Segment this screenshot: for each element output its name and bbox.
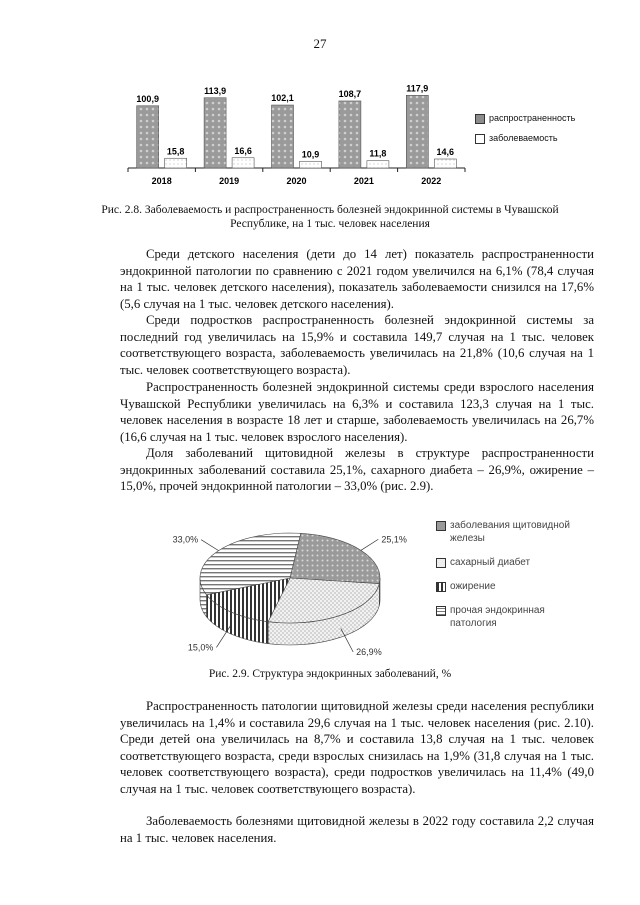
legend-swatch-incidence <box>475 134 485 144</box>
legend-swatch-diabetes <box>436 558 446 568</box>
page-number: 27 <box>313 36 327 51</box>
figure-2-9-caption: Рис. 2.9. Структура эндокринных заболеваний, % <box>208 668 452 680</box>
data-label-incidence-2018: 15,8 <box>166 146 185 157</box>
bar-prevalence-2022 <box>406 95 428 168</box>
pie-legend <box>436 519 576 641</box>
paragraph-structure: Доля заболеваний щитовидной железы в структуре распространенности эндокринных заболеваний составила 25,1%, сахарного диабета – 26,9%, ожирение – 15,0%, прочей эндокринной патологии – 33,0% (рис. 2.9). <box>120 446 594 493</box>
data-label-prevalence-2019: 113,9 <box>204 85 227 96</box>
figure-2-8-caption: Рис. 2.8. Заболеваемость и распространенность болезней эндокринной системы в Чувашской Республике, на 1 тыс. человек населения <box>101 204 559 230</box>
x-tick-label-2020: 2020 <box>286 176 307 186</box>
bar-incidence-2021 <box>367 161 389 168</box>
bar-incidence-2018 <box>165 158 187 168</box>
bar-incidence-2022 <box>434 159 456 168</box>
data-label-incidence-2022: 14,6 <box>436 146 455 157</box>
data-label-prevalence-2018: 100,9 <box>136 93 159 104</box>
paragraph-children: Среди детского населения (дети до 14 лет) показатель распространенности эндокринной патологии по сравнению с 2021 годом увеличился на 6,1% (78,4 случая на 1 тыс. человек детского населения), показатель заболеваемости снизился на 17,6% (5,6 случая на 1 тыс. человек детского населения). <box>120 247 594 311</box>
paragraph-adolescents: Среди подростков распространенность болезней эндокринной системы за последний год увеличилась на 15,9% и составила 149,7 случая на 1 тыс. человек соответствующего возраста, заболеваемость увеличилась на 21,8% (10,6 случая на 1 тыс. человек соответствующего возраста). <box>120 313 594 377</box>
data-label-prevalence-2020: 102,1 <box>271 93 294 104</box>
x-tick-label-2018: 2018 <box>151 176 172 186</box>
legend-label-prevalence: распространенность <box>489 113 576 123</box>
data-label-incidence-2020: 10,9 <box>301 149 320 160</box>
data-label-incidence-2019: 16,6 <box>234 145 252 156</box>
data-label-prevalence-2021: 108,7 <box>338 88 362 99</box>
pie-slice-thyroid <box>290 533 380 583</box>
legend-label-other: прочая эндокринная патология <box>450 605 545 629</box>
data-label-prevalence-2022: 117,9 <box>406 83 429 94</box>
paragraph-adults: Распространенность болезней эндокринной системы среди взрослого населения Чувашской Республики увеличилась на 6,3% и составила 123,3 случая на 1 тыс. человек населения в возрасте 18 лет и старше, заболеваемость увеличилась на 26,7% (16,6 случая на 1 тыс. человек взрослого населения). <box>120 380 594 444</box>
pie-value-label-diabetes: 26,9% <box>356 647 382 658</box>
legend-label-incidence: заболеваемость <box>489 133 558 143</box>
legend-label-thyroid: заболевания щитовидной железы <box>450 520 570 544</box>
x-tick-label-2021: 2021 <box>353 176 374 186</box>
bar-prevalence-2018 <box>137 106 159 168</box>
legend-swatch-other <box>436 606 446 616</box>
legend-label-diabetes: сахарный диабет <box>450 557 531 568</box>
data-label-incidence-2021: 11,8 <box>369 148 387 159</box>
legend-swatch-prevalence <box>475 114 485 124</box>
bar-incidence-2019 <box>232 158 254 168</box>
pie-value-label-thyroid: 25,1% <box>381 534 407 545</box>
x-tick-label-2019: 2019 <box>219 176 240 186</box>
legend-label-obesity: ожирение <box>450 581 496 592</box>
paragraph-thyroid-prevalence: Распространенность патологии щитовидной железы среди населения республики увеличилась на 1,4% и составила 29,6 случая на 1 тыс. человек населения (рис. 2.10). Среди детей она увеличилась на 8,7% и составила 13,8 случая на 1 тыс. человек соответствующего возраста, среди взрослых снизилась на 1,9% (31,8 случая на 1 тыс. человек соответствующего возраста), среди подростков увеличилась на 11,4% (49,0 случая на 1 тыс. человек соответствующего возраста). <box>120 699 594 796</box>
pie-value-label-other: 33,0% <box>172 534 199 545</box>
bar-legend <box>475 113 575 144</box>
leader-line-other <box>201 540 218 551</box>
legend-swatch-obesity <box>436 582 446 592</box>
pie-chart <box>150 508 440 668</box>
legend-swatch-thyroid <box>436 521 446 531</box>
pie-value-label-obesity: 15,0% <box>187 642 214 653</box>
bar-incidence-2020 <box>300 161 322 168</box>
bar-prevalence-2019 <box>204 98 226 168</box>
leader-line-thyroid <box>361 539 378 550</box>
bar-prevalence-2020 <box>272 105 294 168</box>
paragraph-thyroid-incidence: Заболеваемость болезнями щитовидной железы в 2022 году составила 2,2 случая на 1 тыс. человек населения. <box>120 814 594 845</box>
x-tick-label-2022: 2022 <box>421 176 442 186</box>
bar-prevalence-2021 <box>339 101 361 168</box>
